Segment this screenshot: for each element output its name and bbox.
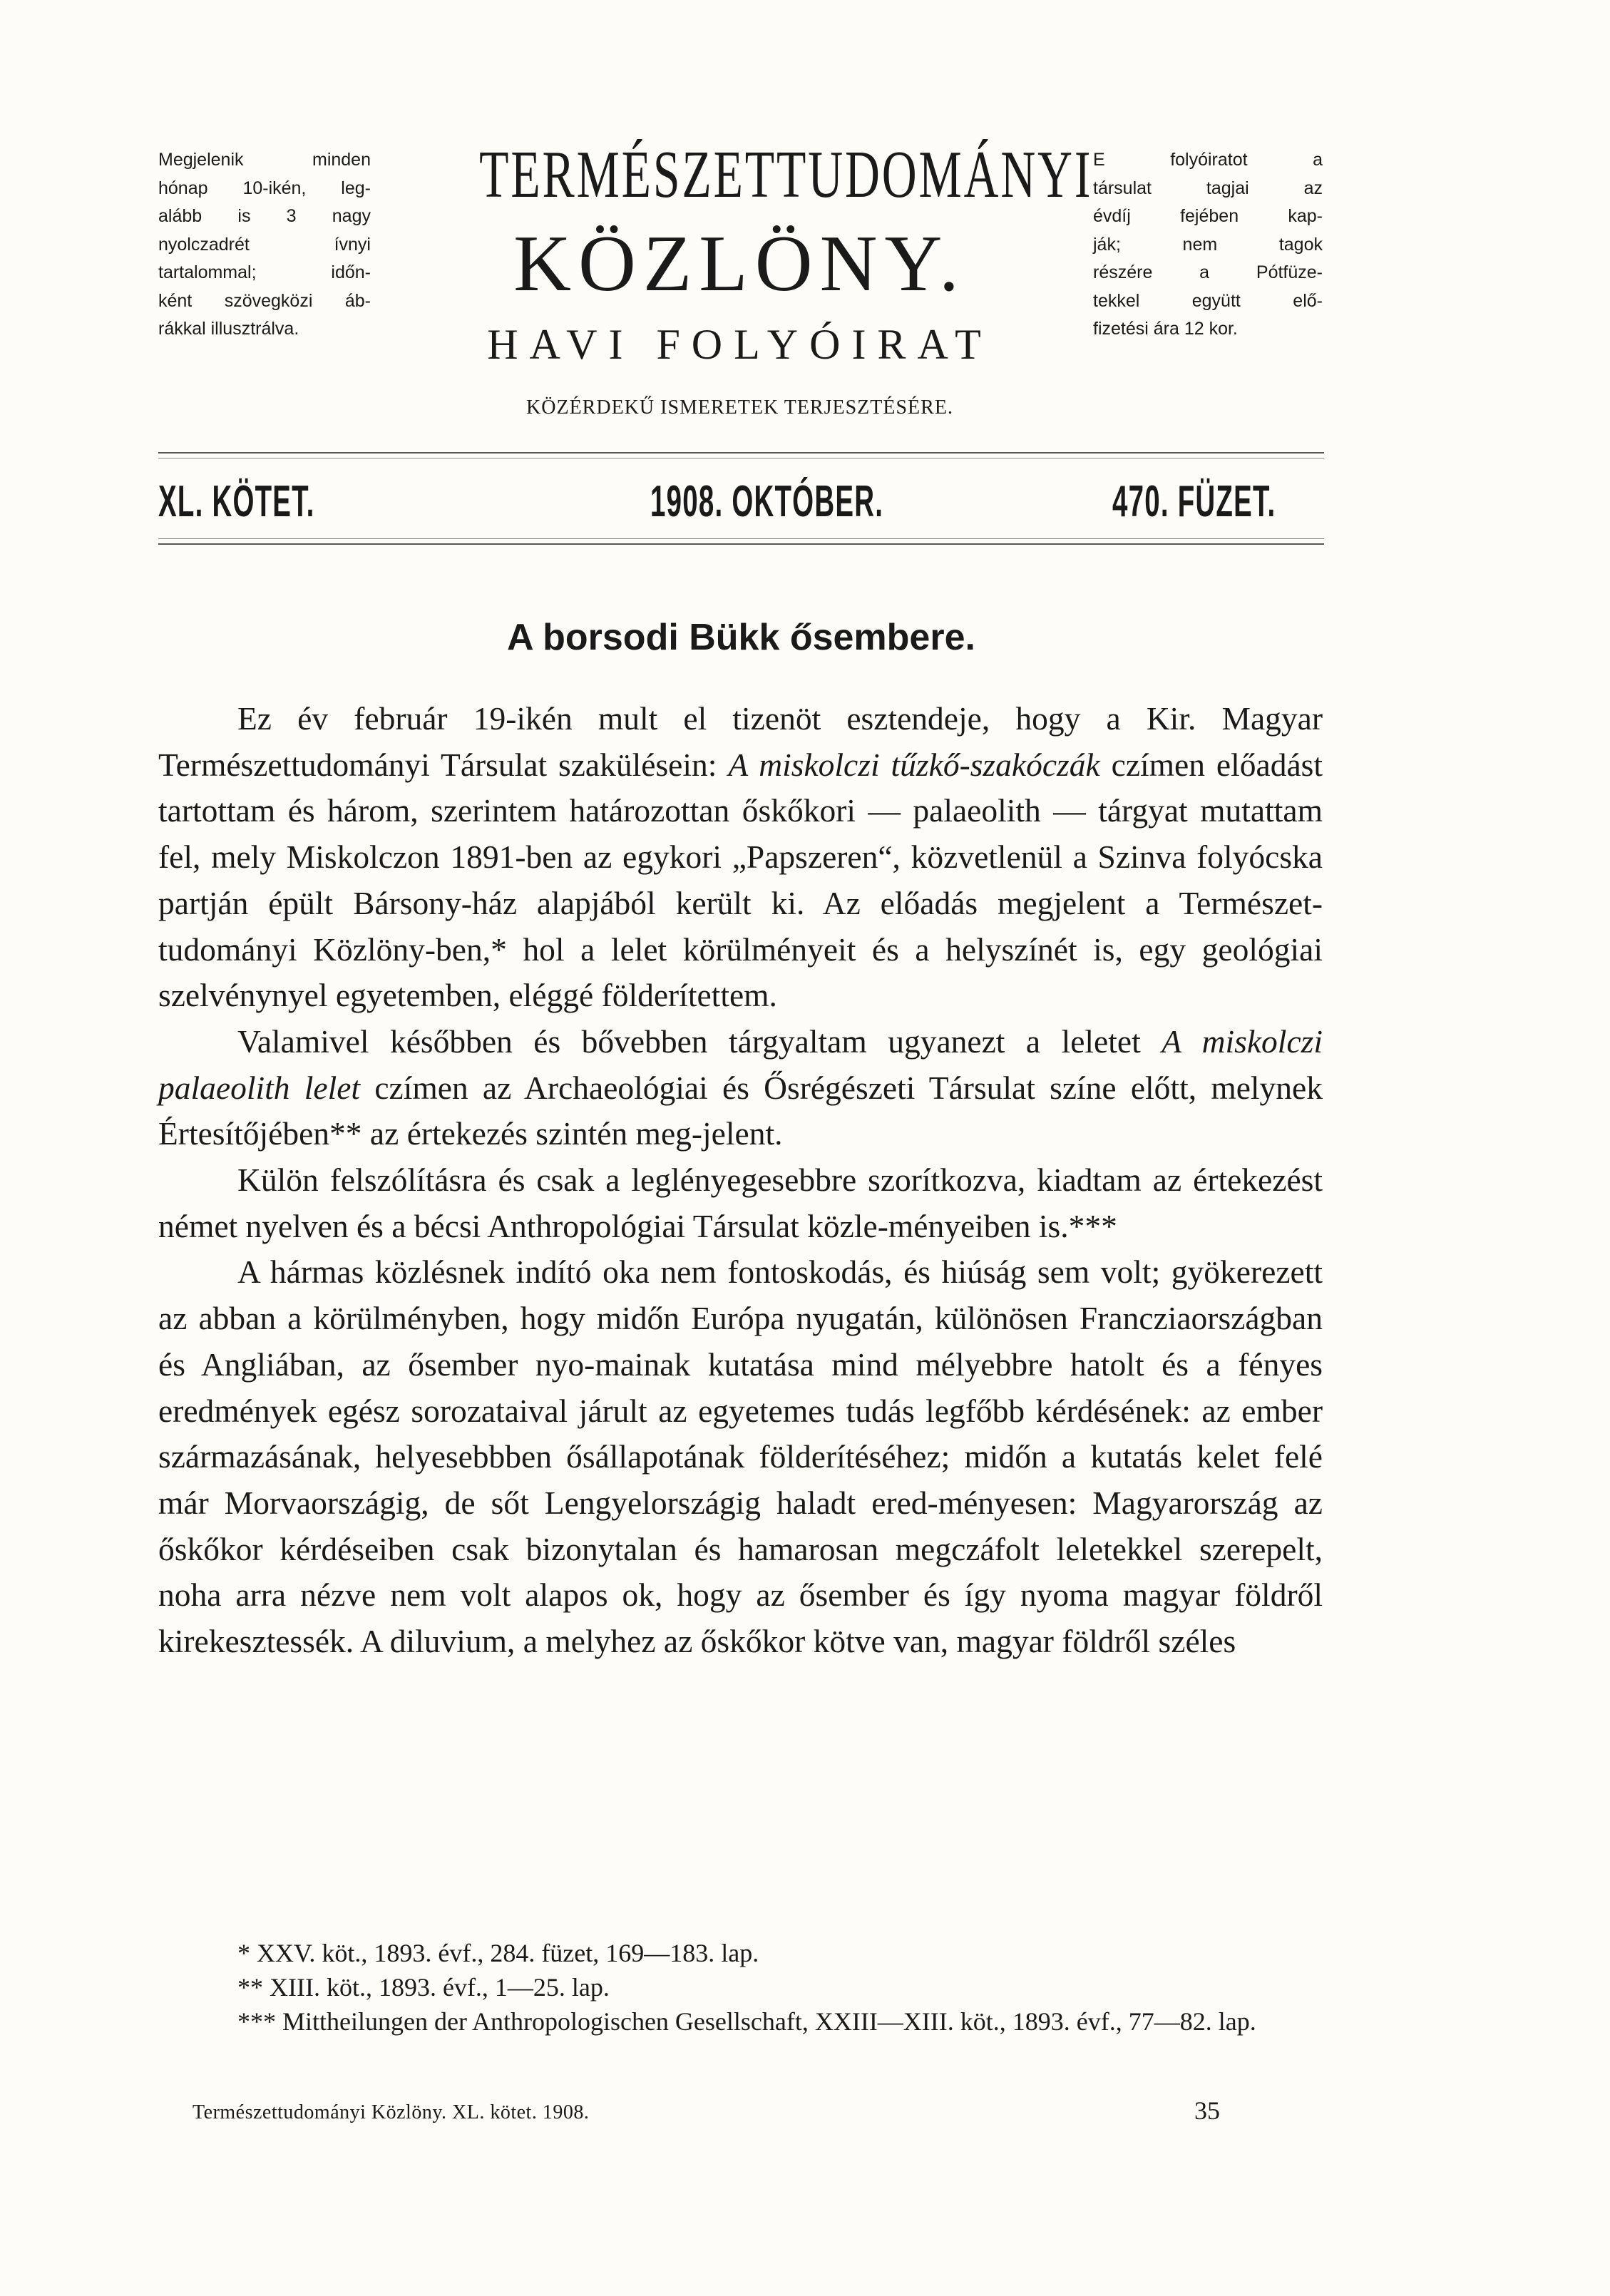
issue-rule-bottom-thin [158, 538, 1324, 539]
issue-rule-bottom [158, 543, 1324, 545]
paragraph-text: A hármas közlésnek indító oka nem fontoskodás, és hiúság sem volt; gyökerezett az abban a körülményben, hogy midőn Európa nyugatán, különösen Francziaországban és Angliában, az ősember nyo-mainak kutatása mind mélyebbre hatolt és a fényes eredmények egész sorozataival járult az egyetemes tudás legfőbb kérdésének: az ember származásának, helyesebbben ősállapotának földerítéséhez; midőn a kutatás kelet felé már Morvaországig, de sőt Lengyelországig haladt ered-ményesen: Magyarország az őskőkor kérdéseiben csak bizonytalan és hamarosan megczáfolt leletekkel szerepelt, noha arra nézve nem volt alapos ok, hogy az ősember és így nyoma magyar földről kirekesztessék. A diluvium, a melyhez az őskőkor kötve van, magyar földről széles [158, 1254, 1323, 1660]
masthead-rule-top [158, 452, 1324, 453]
article-paragraph [158, 696, 1323, 1019]
article-title: A borsodi Bükk ősembere. [507, 617, 975, 658]
page-number: 35 [1194, 2096, 1220, 2125]
paragraph-text: Valamivel későbben és bővebben tárgyaltam ugyanezt a leletet [237, 1023, 1162, 1060]
article-body [158, 696, 1323, 1665]
masthead-left-line: rákkal illusztrálva. [158, 319, 299, 339]
masthead-left-column [158, 146, 371, 344]
masthead-left-line: ként szövegközi áb- [158, 290, 371, 311]
footnote: *** Mittheilungen der Anthropologischen Gesellschaft, XXIII—XIII. köt., 1893. évf., 77—82. lap. [237, 2007, 1256, 2036]
journal-tagline: KÖZÉRDEKŰ ISMERETEK TERJESZTÉSÉRE. [526, 396, 953, 419]
masthead-left-line: nyolczadrét ívnyi [158, 234, 371, 255]
masthead-right-line: E folyóiratot a [1093, 150, 1323, 170]
issue-date: 1908. OKTÓBER. [650, 477, 884, 526]
footnotes [158, 1936, 1323, 2039]
masthead-left-line: Megjelenik minden [158, 150, 371, 170]
footnote: ** XIII. köt., 1893. évf., 1—25. lap. [237, 1973, 610, 2002]
journal-subtitle: HAVI FOLYÓIRAT [487, 321, 993, 368]
masthead-left-line: alább is 3 nagy [158, 206, 371, 226]
issue-volume: XL. KÖTET. [158, 477, 315, 526]
italic-title: A miskolczi tűzkő-szakóczák [728, 746, 1100, 783]
article-paragraph [158, 1157, 1323, 1249]
masthead-right-column [1093, 146, 1323, 344]
issue-number: 470. FÜZET. [1112, 477, 1276, 526]
masthead-right-line: társulat tagjai az [1093, 178, 1323, 198]
masthead-left-line: hónap 10-ikén, leg- [158, 178, 371, 198]
paragraph-text: czímen az Archaeológiai és Ősrégészeti Társulat színe előtt, melynek Értesítőjében** az értekezés szintén meg-jelent. [158, 1069, 1323, 1152]
journal-title-line-1: TERMÉSZETTUDOMÁNYI [479, 138, 1093, 212]
paragraph-text: Ez év február 19-ikén mult el tizenöt esztendeje, hogy a Kir. Magyar Természettudományi Társulat szakülésein: [158, 700, 1323, 783]
paragraph-text: Külön felszólításra és csak a leglényegesebbre szorítkozva, kiadtam az értekezést német nyelven és a bécsi Anthropológiai Társulat közle-ményeiben is.*** [158, 1162, 1323, 1244]
italic-title: A miskolczi palaeolith lelet [158, 1023, 1323, 1106]
masthead-right-line: fizetési ára 12 kor. [1093, 319, 1238, 339]
masthead-right-line: tekkel együtt elő- [1093, 290, 1323, 311]
article-paragraph [158, 1249, 1323, 1664]
masthead-left-line: tartalommal; időn- [158, 262, 371, 282]
masthead-right-line: ják; nem tagok [1093, 234, 1323, 255]
article-paragraph [158, 1019, 1323, 1157]
masthead-right-line: évdíj fejében kap- [1093, 206, 1323, 226]
paragraph-text: czímen előadást tartottam és három, szerintem határozottan őskőkori — palaeolith — tárgyat mutattam fel, mely Miskolczon 1891-ben az egykori „Papszeren“, közvetlenül a Szinva folyócska partján épült Bársony-ház alapjából került ki. Az előadás megjelent a Természet-tudományi Közlöny-ben,* hol a lelet körülményeit és a helyszínét is, egy geológiai szelvénynyel egyetemben, eléggé földerítettem. [158, 746, 1323, 1014]
masthead-right-line: részére a Pótfüze- [1093, 262, 1323, 282]
running-footer: Természettudományi Közlöny. XL. kötet. 1908. [193, 2101, 590, 2123]
footnote: * XXV. köt., 1893. évf., 284. füzet, 169—183. lap. [237, 1939, 759, 1967]
journal-title-line-2: KÖZLÖNY. [513, 220, 966, 308]
